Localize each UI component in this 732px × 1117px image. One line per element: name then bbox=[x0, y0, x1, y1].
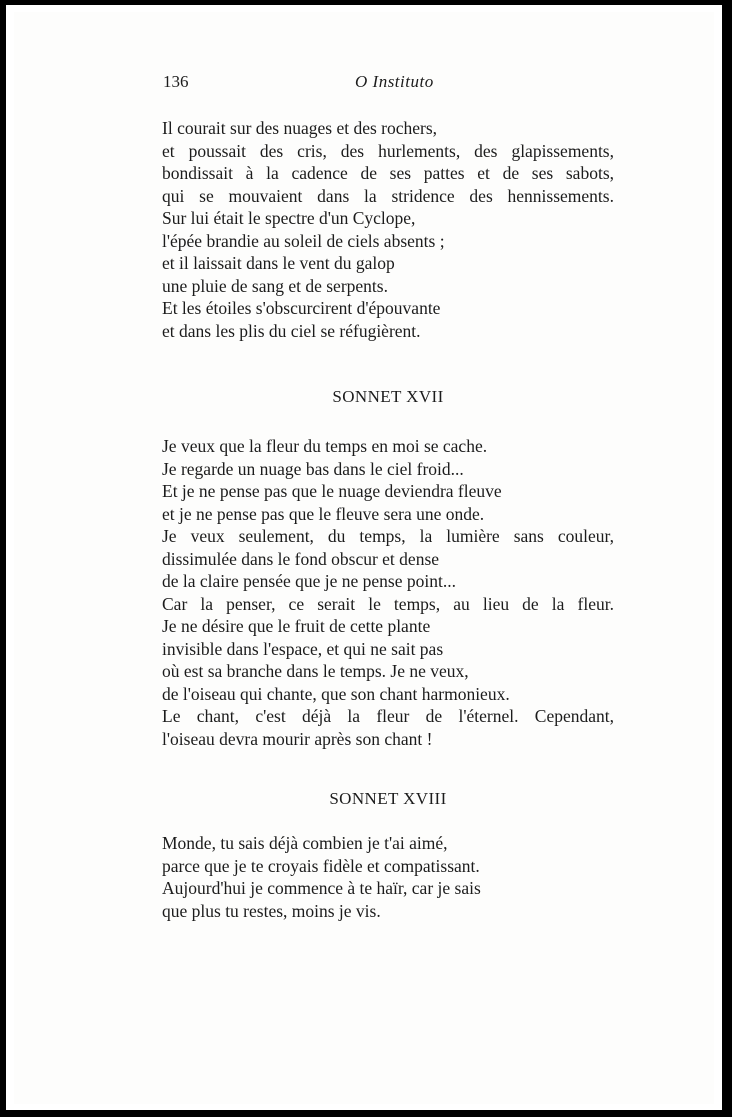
poem-line: Car la penser, ce serait le temps, au lieu de la fleur. bbox=[162, 593, 614, 614]
poem-line: de l'oiseau qui chante, que son chant harmonieux. bbox=[162, 683, 510, 704]
poem-line: l'épée brandie au soleil de ciels absents ; bbox=[162, 230, 445, 251]
page-number: 136 bbox=[163, 72, 189, 91]
poem-line: et poussait des cris, des hurlements, des glapissements, bbox=[162, 140, 614, 161]
poem-line: qui se mouvaient dans la stridence des hennissements. bbox=[162, 185, 614, 206]
poem-line: de la claire pensée que je ne pense point... bbox=[162, 571, 456, 591]
poem-line: l'oiseau devra mourir après son chant ! bbox=[162, 728, 433, 749]
poem-line: Monde, tu sais déjà combien je t'ai aimé, bbox=[162, 833, 448, 853]
poem-line: et dans les plis du ciel se réfugièrent. bbox=[162, 320, 421, 341]
poem-line: et il laissait dans le vent du galop bbox=[162, 253, 395, 273]
sonnet-xvii bbox=[162, 435, 614, 750]
sonnet-xviii-title: SONNET XVIII bbox=[329, 789, 447, 808]
poem-line: Je ne désire que le fruit de cette plante bbox=[162, 616, 431, 636]
poem-continued bbox=[162, 117, 614, 342]
poem-line: Le chant, c'est déjà la fleur de l'éternel. Cependant, bbox=[162, 706, 614, 726]
poem-line: parce que je te croyais fidèle et compatissant. bbox=[162, 855, 480, 876]
scan-border-right bbox=[722, 0, 732, 1117]
poem-line: une pluie de sang et de serpents. bbox=[162, 275, 388, 296]
poem-line: et je ne pense pas que le fleuve sera une onde. bbox=[162, 503, 485, 524]
sonnet-xviii bbox=[162, 832, 614, 922]
poem-line: Sur lui était le spectre d'un Cyclope, bbox=[162, 208, 416, 228]
poem-line: où est sa branche dans le temps. Je ne veux, bbox=[162, 661, 469, 681]
poem-line: Je veux que la fleur du temps en moi se cache. bbox=[162, 436, 488, 456]
poem-line: dissimulée dans le fond obscur et dense bbox=[162, 548, 440, 569]
poem-line: Aujourd'hui je commence à te haïr, car je sais bbox=[162, 878, 481, 898]
poem-line: Et les étoiles s'obscurcirent d'épouvante bbox=[162, 298, 441, 318]
poem-line: que plus tu restes, moins je vis. bbox=[162, 900, 381, 921]
sonnet-xvii-title: SONNET XVII bbox=[332, 387, 444, 406]
poem-line: Je veux seulement, du temps, la lumière sans couleur, bbox=[162, 526, 614, 546]
running-title: O Instituto bbox=[355, 72, 434, 91]
poem-line: Je regarde un nuage bas dans le ciel froid... bbox=[162, 458, 464, 479]
poem-line: Et je ne pense pas que le nuage deviendra fleuve bbox=[162, 481, 502, 501]
scan-border-left bbox=[0, 0, 6, 1117]
poem-line: Il courait sur des nuages et des rochers, bbox=[162, 118, 438, 138]
running-head bbox=[163, 72, 603, 94]
scan-border-top bbox=[0, 0, 732, 5]
poem-line: bondissait à la cadence de ses pattes et de ses sabots, bbox=[162, 163, 614, 183]
scan-border-bottom bbox=[0, 1110, 732, 1117]
poem-line: invisible dans l'espace, et qui ne sait pas bbox=[162, 638, 444, 659]
